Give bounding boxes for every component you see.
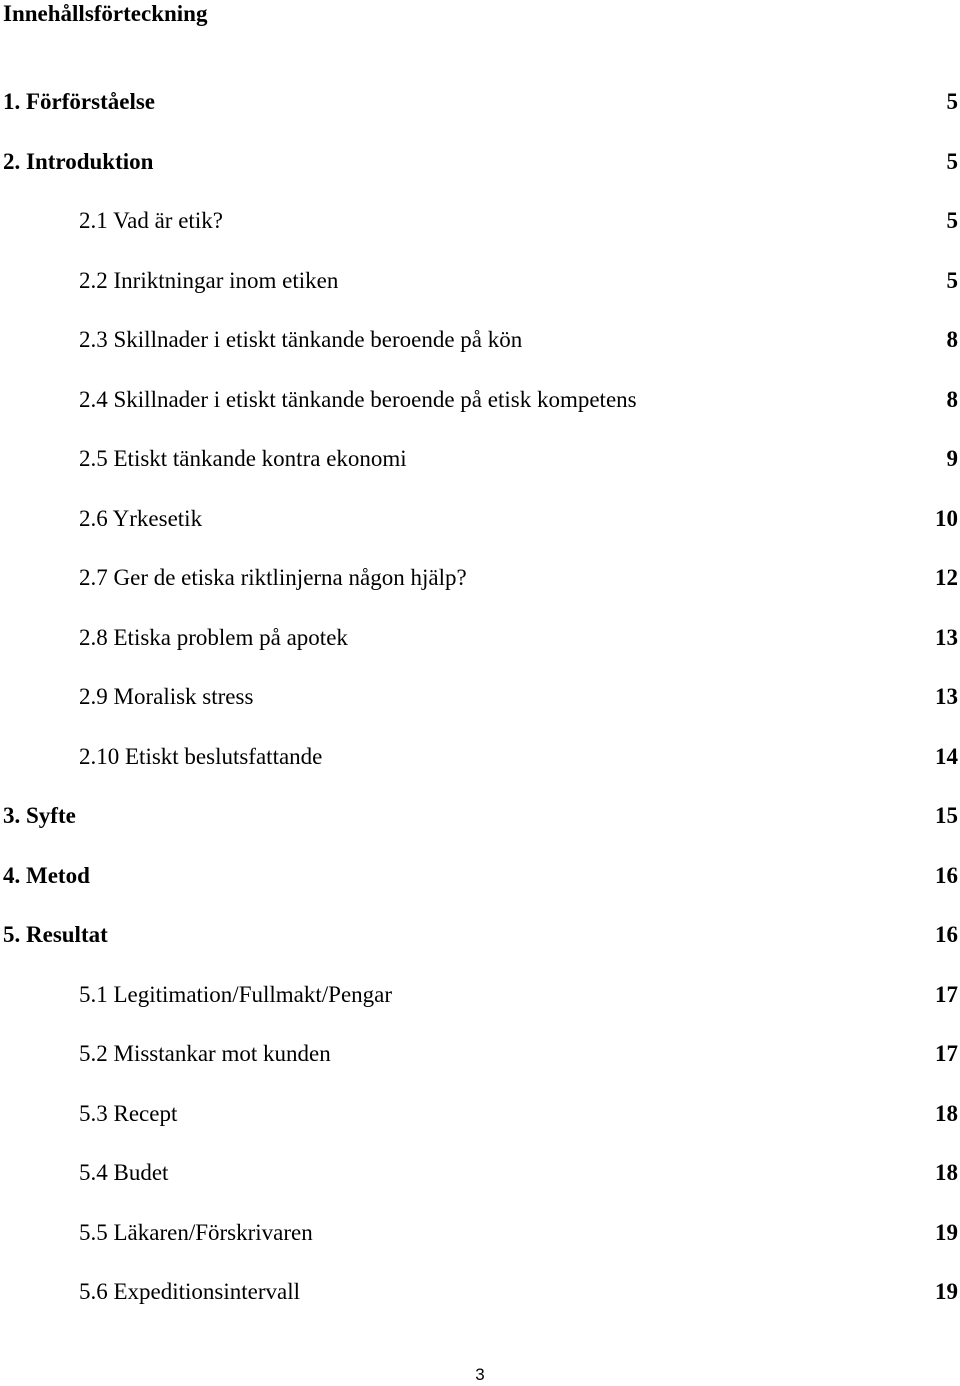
toc-list — [0, 88, 960, 1338]
toc-entry-page: 15 — [935, 803, 958, 828]
toc-subentry — [0, 1278, 960, 1338]
toc-entry — [0, 148, 960, 208]
toc-entry-page: 5 — [946, 148, 958, 174]
toc-subentry — [0, 267, 960, 327]
toc-entry-page: 16 — [935, 862, 958, 888]
toc-subentry — [0, 445, 960, 505]
toc-entry — [0, 862, 960, 922]
toc-entry-page: 5 — [946, 89, 958, 114]
toc-subentry — [0, 981, 960, 1041]
page-number: 3 — [475, 1365, 485, 1384]
toc-entry-label: 2.10 Etiskt beslutsfattande — [79, 743, 323, 769]
toc-subentry — [0, 683, 960, 743]
toc-subentry — [0, 505, 960, 565]
toc-subentry — [0, 624, 960, 684]
toc-entry-page: 10 — [935, 505, 958, 531]
toc-entry-label: 5.5 Läkaren/Förskrivaren — [79, 1219, 313, 1245]
toc-entry-page: 5 — [946, 208, 958, 233]
toc-entry-page: 13 — [935, 684, 958, 709]
toc-entry-page: 18 — [935, 1100, 958, 1126]
toc-entry-label: 2.4 Skillnader i etiskt tänkande beroende på etisk kompetens — [79, 386, 637, 412]
toc-entry-page: 17 — [935, 1041, 958, 1066]
toc-entry-label: 2.3 Skillnader i etiskt tänkande beroende på kön — [79, 327, 523, 352]
toc-entry-page: 13 — [935, 624, 958, 650]
toc-subentry — [0, 1040, 960, 1100]
toc-subentry — [0, 1159, 960, 1219]
toc-entry-label: 2.5 Etiskt tänkande kontra ekonomi — [79, 446, 407, 471]
toc-entry-page: 8 — [946, 327, 958, 352]
toc-entry-page: 18 — [935, 1160, 958, 1185]
toc-entry-label: 1. Förförståelse — [3, 89, 155, 114]
toc-entry — [0, 921, 960, 981]
toc-subentry — [0, 207, 960, 267]
toc-entry-label: 5.2 Misstankar mot kunden — [79, 1041, 331, 1066]
toc-entry — [0, 802, 960, 862]
toc-entry-label: 4. Metod — [3, 862, 90, 888]
toc-entry — [0, 88, 960, 148]
toc-entry-label: 5.1 Legitimation/Fullmakt/Pengar — [79, 981, 393, 1007]
toc-entry-page: 9 — [946, 446, 958, 471]
toc-entry-page: 19 — [935, 1219, 958, 1245]
toc-entry-label: 2.2 Inriktningar inom etiken — [79, 267, 339, 293]
toc-entry-label: 2.6 Yrkesetik — [79, 505, 203, 531]
toc-entry-label: 5.6 Expeditionsintervall — [79, 1279, 301, 1304]
toc-entry-label: 2.8 Etiska problem på apotek — [79, 624, 348, 650]
toc-entry-label: 2.7 Ger de etiska riktlinjerna någon hjälp? — [79, 565, 467, 590]
toc-subentry — [0, 743, 960, 803]
toc-entry-page: 19 — [935, 1279, 958, 1304]
toc-entry-page: 16 — [935, 922, 958, 947]
toc-entry-label: 2.1 Vad är etik? — [79, 208, 223, 233]
toc-entry-page: 17 — [935, 981, 958, 1007]
toc-heading: Innehållsförteckning — [3, 1, 208, 26]
toc-entry-page: 5 — [946, 267, 958, 293]
toc-subentry — [0, 386, 960, 446]
toc-entry-page: 8 — [946, 386, 958, 412]
toc-subentry — [0, 326, 960, 386]
toc-entry-page: 12 — [935, 565, 958, 590]
toc-entry-label: 5.3 Recept — [79, 1100, 178, 1126]
toc-entry-label: 5. Resultat — [3, 922, 108, 947]
toc-entry-page: 14 — [935, 743, 958, 769]
toc-entry-label: 3. Syfte — [3, 803, 76, 828]
toc-entry-label: 2.9 Moralisk stress — [79, 684, 254, 709]
toc-entry-label: 5.4 Budet — [79, 1160, 169, 1185]
toc-subentry — [0, 1100, 960, 1160]
toc-subentry — [0, 564, 960, 624]
toc-subentry — [0, 1219, 960, 1279]
toc-entry-label: 2. Introduktion — [3, 148, 154, 174]
